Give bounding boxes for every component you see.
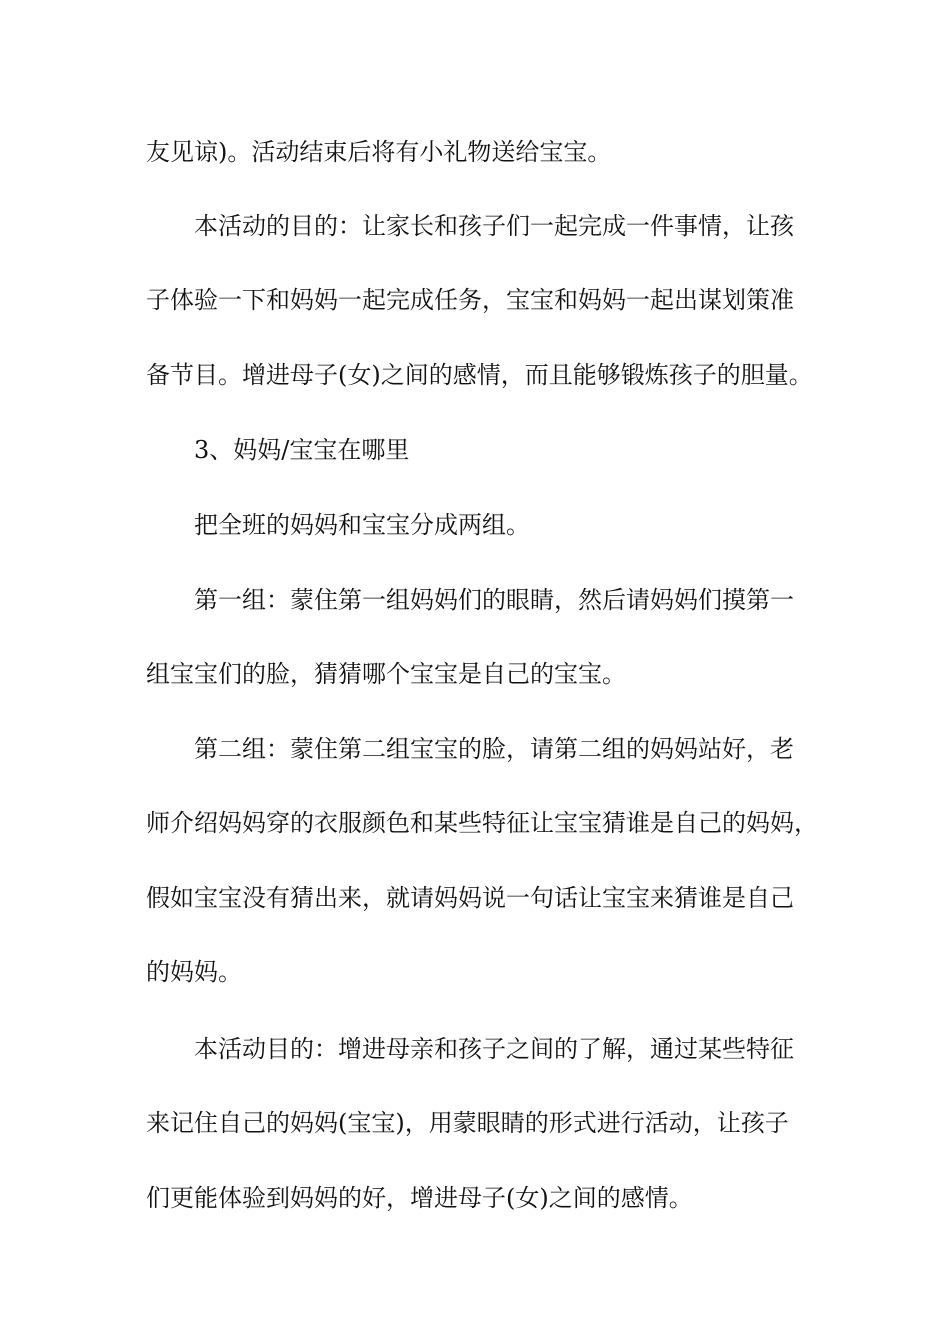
- paragraph-line: 假如宝宝没有猜出来，就请妈妈说一句话让宝宝来猜谁是自己: [146, 884, 794, 912]
- paragraph-line: 的妈妈。: [146, 958, 242, 986]
- paragraph-line: 本活动的目的：让家长和孩子们一起完成一件事情，让孩: [194, 212, 794, 240]
- paragraph-line: 第二组：蒙住第二组宝宝的脸，请第二组的妈妈站好，老: [194, 735, 794, 763]
- paragraph-line: 子体验一下和妈妈一起完成任务，宝宝和妈妈一起出谋划策准: [146, 286, 794, 314]
- paragraph-line: 备节目。增进母子(女)之间的感情，而且能够锻炼孩子的胆量。: [146, 361, 813, 389]
- paragraph-line: 把全班的妈妈和宝宝分成两组。: [194, 511, 530, 539]
- paragraph-line: 第一组：蒙住第一组妈妈们的眼睛，然后请妈妈们摸第一: [194, 586, 794, 614]
- paragraph-line: 们更能体验到妈妈的好，增进母子(女)之间的感情。: [146, 1184, 693, 1212]
- section-heading: 3、妈妈/宝宝在哪里: [194, 436, 410, 464]
- paragraph-line: 师介绍妈妈穿的衣服颜色和某些特征让宝宝猜谁是自己的妈妈，: [146, 809, 818, 837]
- paragraph-line: 本活动目的：增进母亲和孩子之间的了解，通过某些特征: [194, 1035, 794, 1063]
- paragraph-line: 友见谅)。活动结束后将有小礼物送给宝宝。: [146, 138, 612, 166]
- paragraph-line: 来记住自己的妈妈(宝宝)，用蒙眼睛的形式进行活动，让孩子: [146, 1109, 789, 1137]
- paragraph-line: 组宝宝们的脸，猜猜哪个宝宝是自己的宝宝。: [146, 660, 626, 688]
